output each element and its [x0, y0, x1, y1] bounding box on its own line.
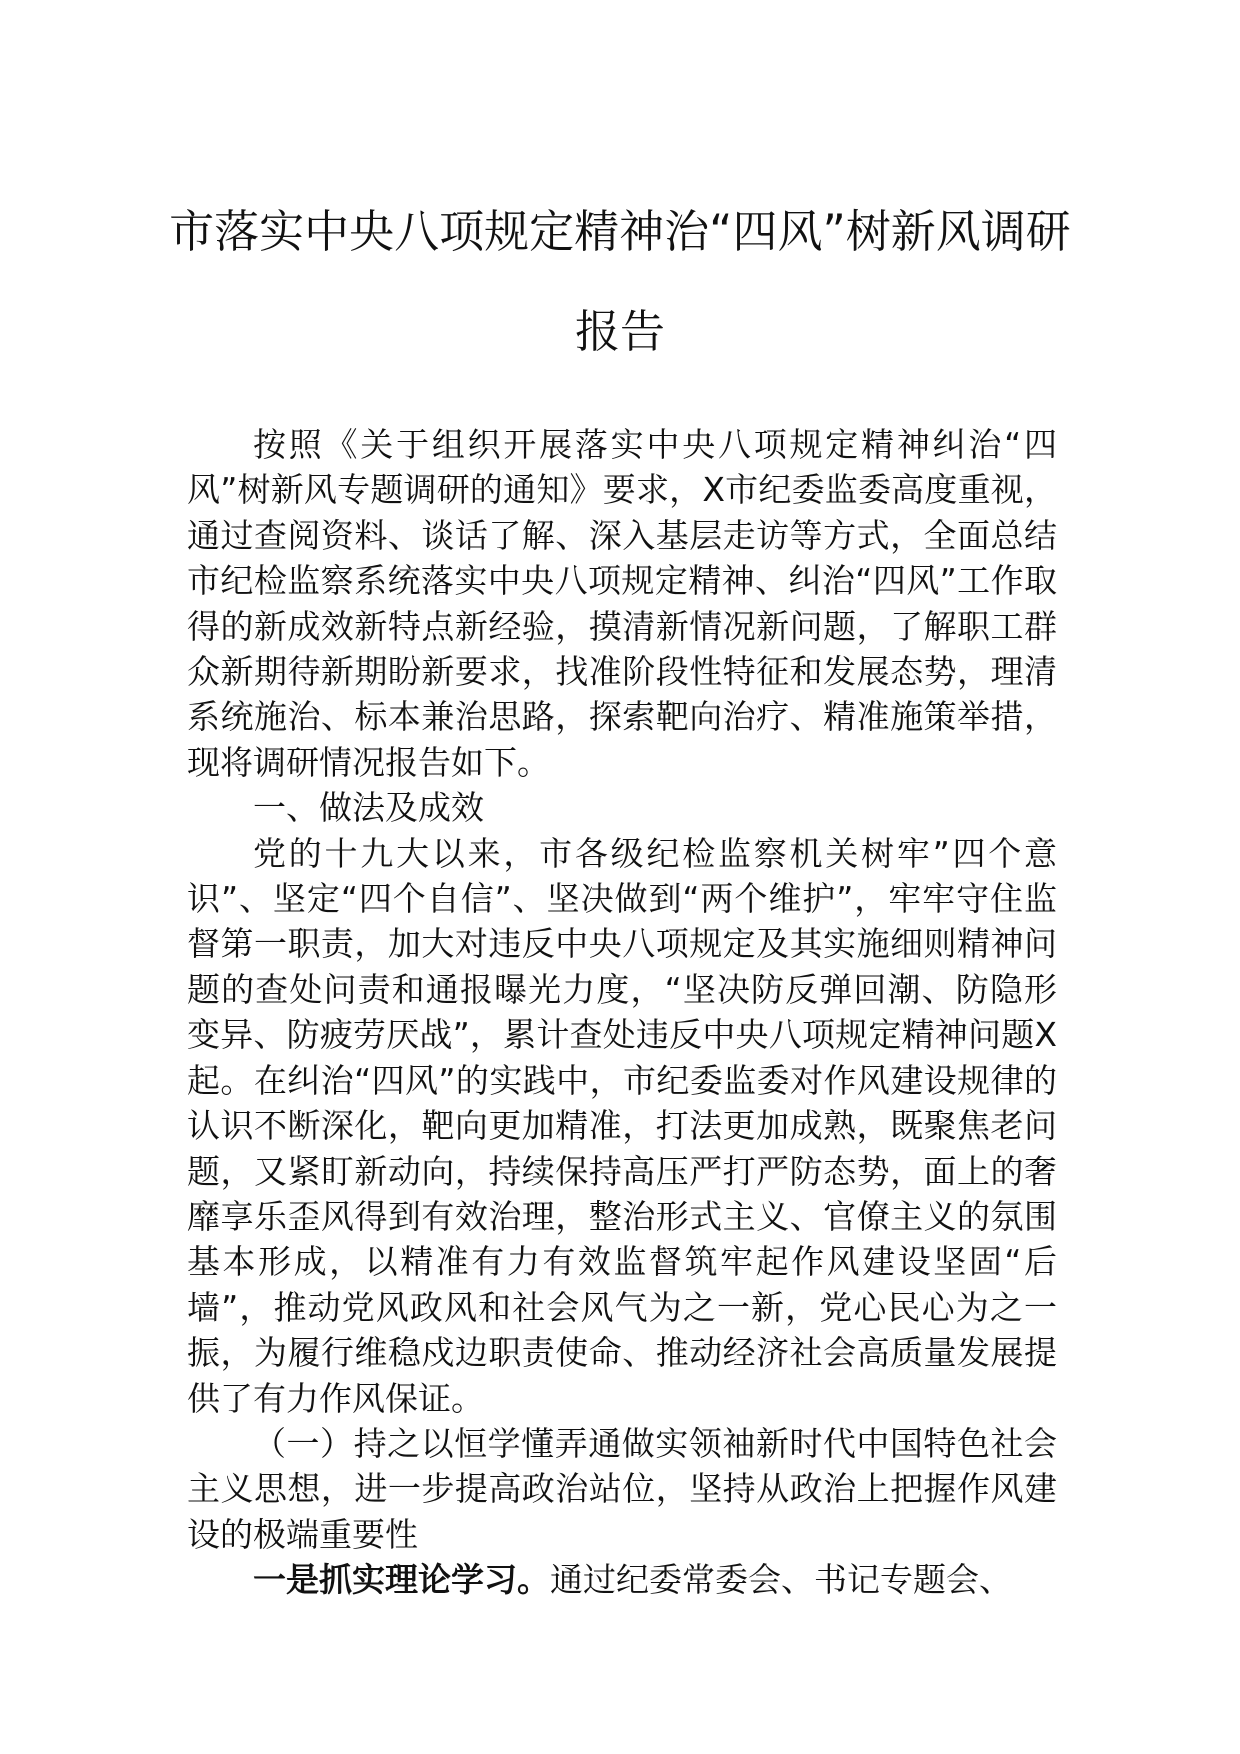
document-body: [187, 422, 1057, 1603]
point-paragraph: [187, 1557, 1057, 1602]
document-title: 市落实中央八项规定精神治“四风”树新风调研报告: [169, 205, 1071, 358]
subsection-heading: （一）持之以恒学懂弄通做实领袖新时代中国特色社会主义思想，进一步提高政治站位，坚持从政治上把握作风建设的极端重要性: [187, 1423, 1057, 1554]
section-paragraph: 党的十九大以来，市各级纪检监察机关树牢”四个意识”、坚定“四个自信”、坚决做到“两个维护”，牢牢守住监督第一职责，加大对违反中央八项规定及其实施细则精神问题的查处问责和通报曝光力度，“坚决防反弹回潮、防隐形变异、防疲劳厌战”，累计查处违反中央八项规定精神问题X起。在纠治“四风”的实践中，市纪委监委对作风建设规律的认识不断深化，靶向更加精准，打法更加成熟，既聚焦老问题，又紧盯新动向，持续保持高压严打严防态势，面上的奢靡享乐歪风得到有效治理，整治形式主义、官僚主义的氛围基本形成，以精准有力有效监督筑牢起作风建设坚固“后墙”，推动党风政风和社会风气为之一新，党心民心为之一振，为履行维稳戍边职责使命、推动经济社会高质量发展提供了有力作风保证。: [187, 833, 1057, 1418]
point-lead: 一是抓实理论学习。: [253, 1560, 550, 1600]
intro-paragraph: 按照《关于组织开展落实中央八项规定精神纠治“四风”树新风专题调研的通知》要求，X市纪委监委高度重视，通过查阅资料、谈话了解、深入基层走访等方式，全面总结市纪检监察系统落实中央八项规定精神、纠治“四风”工作取得的新成效新特点新经验，摸清新情况新问题，了解职工群众新期待新期盼新要求，找准阶段性特征和发展态势，理清系统施治、标本兼治思路，探索靶向治疗、精准施策举措，现将调研情况报告如下。: [187, 425, 1057, 782]
section-heading: 一、做法及成效: [253, 788, 484, 828]
point-text: 通过纪委常委会、书记专题会、: [550, 1560, 1012, 1600]
